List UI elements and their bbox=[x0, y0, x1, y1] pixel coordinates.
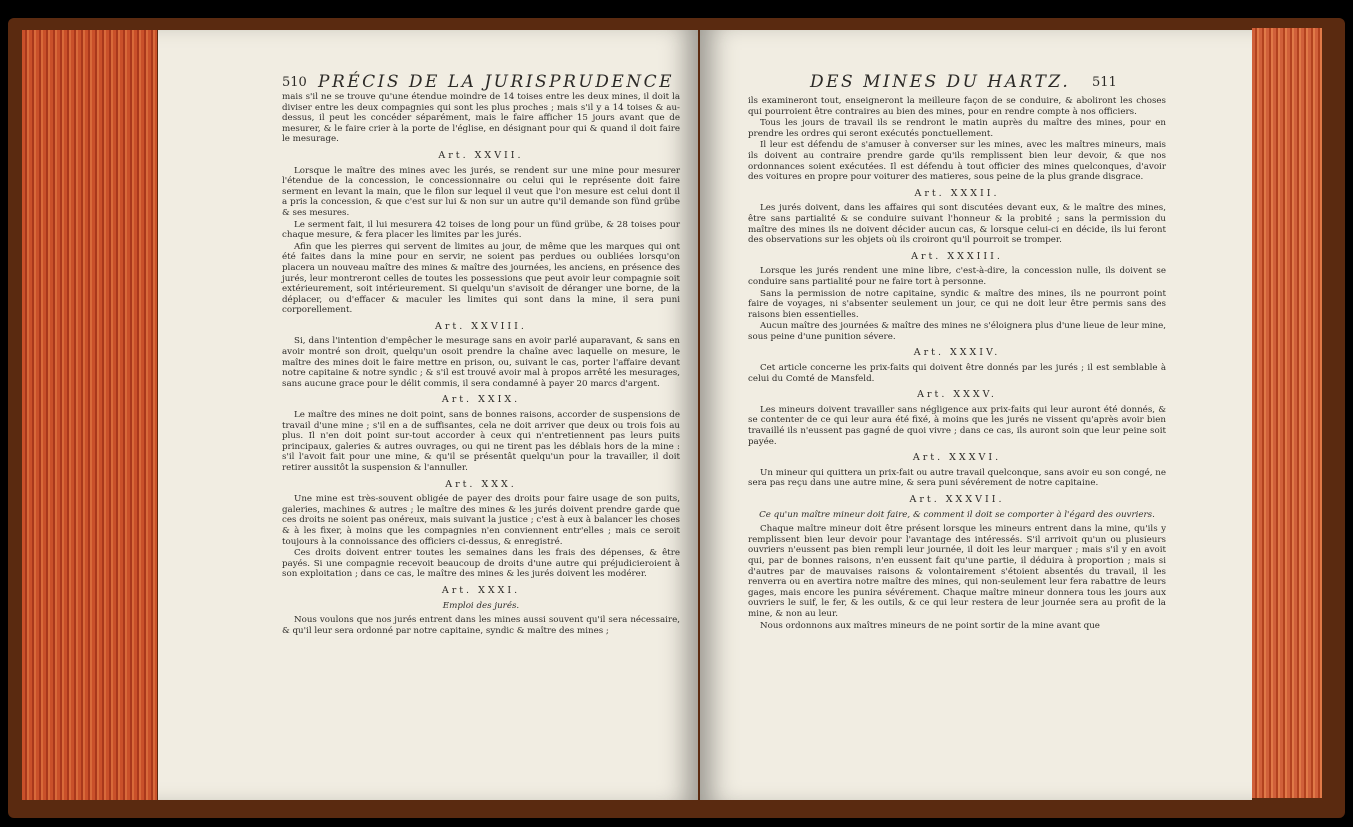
article-heading: Art. XXVIII. bbox=[435, 320, 527, 332]
paragraph: Le maître des mines ne doit point, sans de bonnes raisons, accorder de suspensions de travail d'une mine ; s'il en a de suffisantes, cela ne doit arriver que deux ou trois fois au plus. Il n'en doit point sur-tout accorder à ceux qui n'entretiennent pas leurs puits principaux, galeries & autres ouvrages, ou qui ne tirent pas les déblais hors de la mine : s'il l'avoit fait pour une mine, & qu'il se présentât quelqu'un pour la travailler, il doit retirer aussitôt la suspension & l'annuller. bbox=[282, 410, 680, 473]
article-heading: Art. XXXIII. bbox=[911, 250, 1003, 262]
article-heading: Art. XXXII. bbox=[914, 187, 1000, 199]
page-number: 510 bbox=[282, 75, 307, 90]
paragraph: Un mineur qui quittera un prix-fait ou autre travail quelconque, sans avoir eu son congé, ne sera pas reçu dans une autre mine, & sera puni sévérement de notre capitaine. bbox=[748, 467, 1166, 489]
right-page bbox=[700, 30, 1252, 800]
article-subtitle: Emploi des jurés. bbox=[442, 600, 520, 611]
paragraph: Nous voulons que nos jurés entrent dans les mines aussi souvent qu'il sera nécessaire, & qu'il leur sera ordonné par notre capitaine, syndic & maître des mines ; bbox=[282, 615, 680, 636]
article-heading: Art. XXXIV. bbox=[913, 347, 1001, 359]
paragraph: Cet article concerne les prix-faits qui doivent être donnés par les jurés ; il est semblable à celui du Comté de Mansfeld. bbox=[748, 363, 1166, 384]
article-subtitle: Ce qu'un maître mineur doit faire, & comment il doit se comporter à l'égard des ouvriers. bbox=[759, 509, 1155, 520]
paragraph: Une mine est très-souvent obligée de payer des droits pour faire usage de son puits, galeries, machines & autres ; le maître des mines & les jurés doivent prendre garde que ces droits ne soient pas onéreux, mais suivant la justice ; c'est à eux à balancer les choses & à les fixer, à moins que les compagnies n'en conviennent entr'elles ; mais ce seroit toujours à la connoissance des officiers ci-dessus, & enregistré. bbox=[282, 494, 680, 547]
article-heading: Art. XXXV. bbox=[917, 389, 997, 401]
paragraph: Le serment fait, il lui mesurera 42 toises de long pour un fünd grübe, & 28 toises pour chaque mesure, & fera placer les limites par les jurés. bbox=[282, 219, 680, 241]
paragraph: ils examineront tout, enseigneront la meilleure façon de se conduire, & aboliront les choses qui pourroient être contraires au bien des mines, pour en rendre compte à nos officiers. bbox=[748, 96, 1166, 117]
page-number: 511 bbox=[1092, 75, 1117, 90]
paragraph: Si, dans l'intention d'empêcher le mesurage sans en avoir parlé auparavant, & sans en avoir montré son droit, quelqu'un osoit prendre la chaîne avec laquelle on mesure, le maître des mines doit le faire mettre en prison, ou, suivant le cas, porter l'affaire devant notre capitaine & notre syndic ; & s'il est trouvé avoir mal à propos arrêté les mesurages, sans aucune grace pour le délit commis, il sera condamné à payer 20 marcs d'argent. bbox=[282, 336, 680, 389]
paragraph: Afin que les pierres qui servent de limites au jour, de même que les marques qui ont été faites dans la mine pour en servir, ne soient pas perdues ou oubliées lorsqu'on placera un nouveau maître des mines & maître des journées, les anciens, en présence des jurés, leur montreront celles de toutes les possessions que peut avoir leur compagnie soit extérieurement, soit intérieurement. Si quelqu'un s'avisoit de déranger une borne, de la déplacer, ou d'effacer & maculer les limites qui sont dans la mine, il sera puni corporellement. bbox=[282, 241, 680, 316]
paragraph: Nous ordonnons aux maîtres mineurs de ne point sortir de la mine avant que bbox=[760, 620, 1100, 631]
running-head: PRÉCIS DE LA JURISPRUDENCE bbox=[318, 72, 675, 92]
paragraph: Sans la permission de notre capitaine, syndic & maître des mines, ils ne pourront point faire de voyages, ni s'absenter seulement un jour, ce qui ne doit leur être permis sans des raisons bien essentielles. bbox=[748, 288, 1166, 320]
paragraph: Lorsque le maître des mines avec les jurés, se rendent sur une mine pour mesurer l'étendue de la concession, le concessionnaire ou celui qui le représente doit faire serment en levant la main, que le filon sur lequel il veut que l'on mesure est celui dont il a pris la concession, & que c'est sur lui & non sur un autre qu'il demande son fünd grübe & ses mesures. bbox=[282, 165, 680, 218]
article-heading: Art. XXXVII. bbox=[909, 494, 1005, 505]
page-edges-right bbox=[1252, 28, 1322, 798]
right-page-body bbox=[748, 96, 1166, 632]
article-heading: Art. XXXI. bbox=[441, 584, 521, 596]
paragraph: Aucun maître des journées & maître des mines ne s'éloignera plus d'une lieue de leur mine, sous peine d'une punition sévere. bbox=[748, 321, 1166, 342]
article-heading: Art. XXVII. bbox=[438, 149, 524, 161]
paragraph: mais s'il ne se trouve qu'une étendue moindre de 14 toises entre les deux mines, il doit la diviser entre les deux compagnies qui sont les plus proches ; mais s'il y a 14 toises & au-dessus, il peut les concéder séparément, mais le faire afficher 15 jours avant que de mesurer, & le faire crier à la porte de l'église, en désignant pour qui & quand il doit faire le mesurage. bbox=[282, 92, 680, 145]
left-page-body bbox=[282, 92, 680, 637]
paragraph: Lorsque les jurés rendent une mine libre, c'est-à-dire, la concession nulle, ils doivent se conduire sans partialité pour ne faire tort à personne. bbox=[748, 266, 1166, 287]
paragraph: Les jurés doivent, dans les affaires qui sont discutées devant eux, & le maître des mines, être sans partialité & se conduire suivant l'honneur & la probité ; sans la permission du maître des mines ils ne doivent décider aucun cas, & lorsque celui-ci en décide, ils lui feront des observations sur les objets où ils croiront qu'il pourroit se tromper. bbox=[748, 203, 1166, 246]
paragraph: Il leur est défendu de s'amuser à converser sur les mines, avec les maîtres mineurs, mais ils doivent au contraire prendre garde qu'ils remplissent bien leur devoir, & que nos ordonnances soient exécutées. Il est défendu à tout officier des mines quelconques, d'avoir des voitures en propre pour voiturer des matieres, sous peine de la plus grande disgrace. bbox=[748, 140, 1166, 183]
left-page bbox=[158, 30, 698, 800]
paragraph: Ces droits doivent entrer toutes les semaines dans les frais des dépenses, & être payés. Si une compagnie recevoit beaucoup de droits d'une autre qui préjudicieroient à son exploitation ; dans ce cas, le maître des mines & les jurés doivent les modérer. bbox=[282, 548, 680, 580]
article-heading: Art. XXX. bbox=[445, 478, 517, 490]
paragraph: Tous les jours de travail ils se rendront le matin auprès du maître des mines, pour en prendre les ordres qui seront exécutés ponctuellement. bbox=[748, 118, 1166, 139]
page-edges-left bbox=[22, 30, 157, 800]
paragraph: Les mineurs doivent travailler sans négligence aux prix-faits qui leur auront été donnés, & se contenter de ce qui leur aura été fixé, à moins que les jurés ne vissent qu'après avoir bien travaillé ils n'eussent pas gagné de quoi vivre ; dans ce cas, ils auront soin que leur peine soit payée. bbox=[748, 404, 1166, 447]
running-head: DES MINES DU HARTZ. bbox=[810, 72, 1071, 92]
article-heading: Art. XXIX. bbox=[441, 394, 521, 406]
article-heading: Art. XXXVI. bbox=[912, 452, 1002, 464]
paragraph: Chaque maître mineur doit être présent lorsque les mineurs entrent dans la mine, qu'ils y remplissent bien leur devoir pour l'avantage des intéressés. S'il arrivoit qu'un ou plusieurs ouvriers n'eussent pas bien rempli leur journée, il doit les leur marquer ; mais s'il y en avoit qui, par de bonnes raisons, n'en eussent fait qu'une partie, il déduira à proportion ; mais si d'autres par de mauvaises raisons & volontairement s'étoient absentés du travail, il les renverra ou en avertira notre maître des mines, qui non-seulement leur fera rabattre de leurs gages, mais encore les punira sévérement. Chaque maître mineur donnera tous les jours aux ouvriers le suif, le fer, & les outils, & ce qui leur restera de leur journée sera au profit de la mine, & non au leur. bbox=[748, 524, 1166, 619]
